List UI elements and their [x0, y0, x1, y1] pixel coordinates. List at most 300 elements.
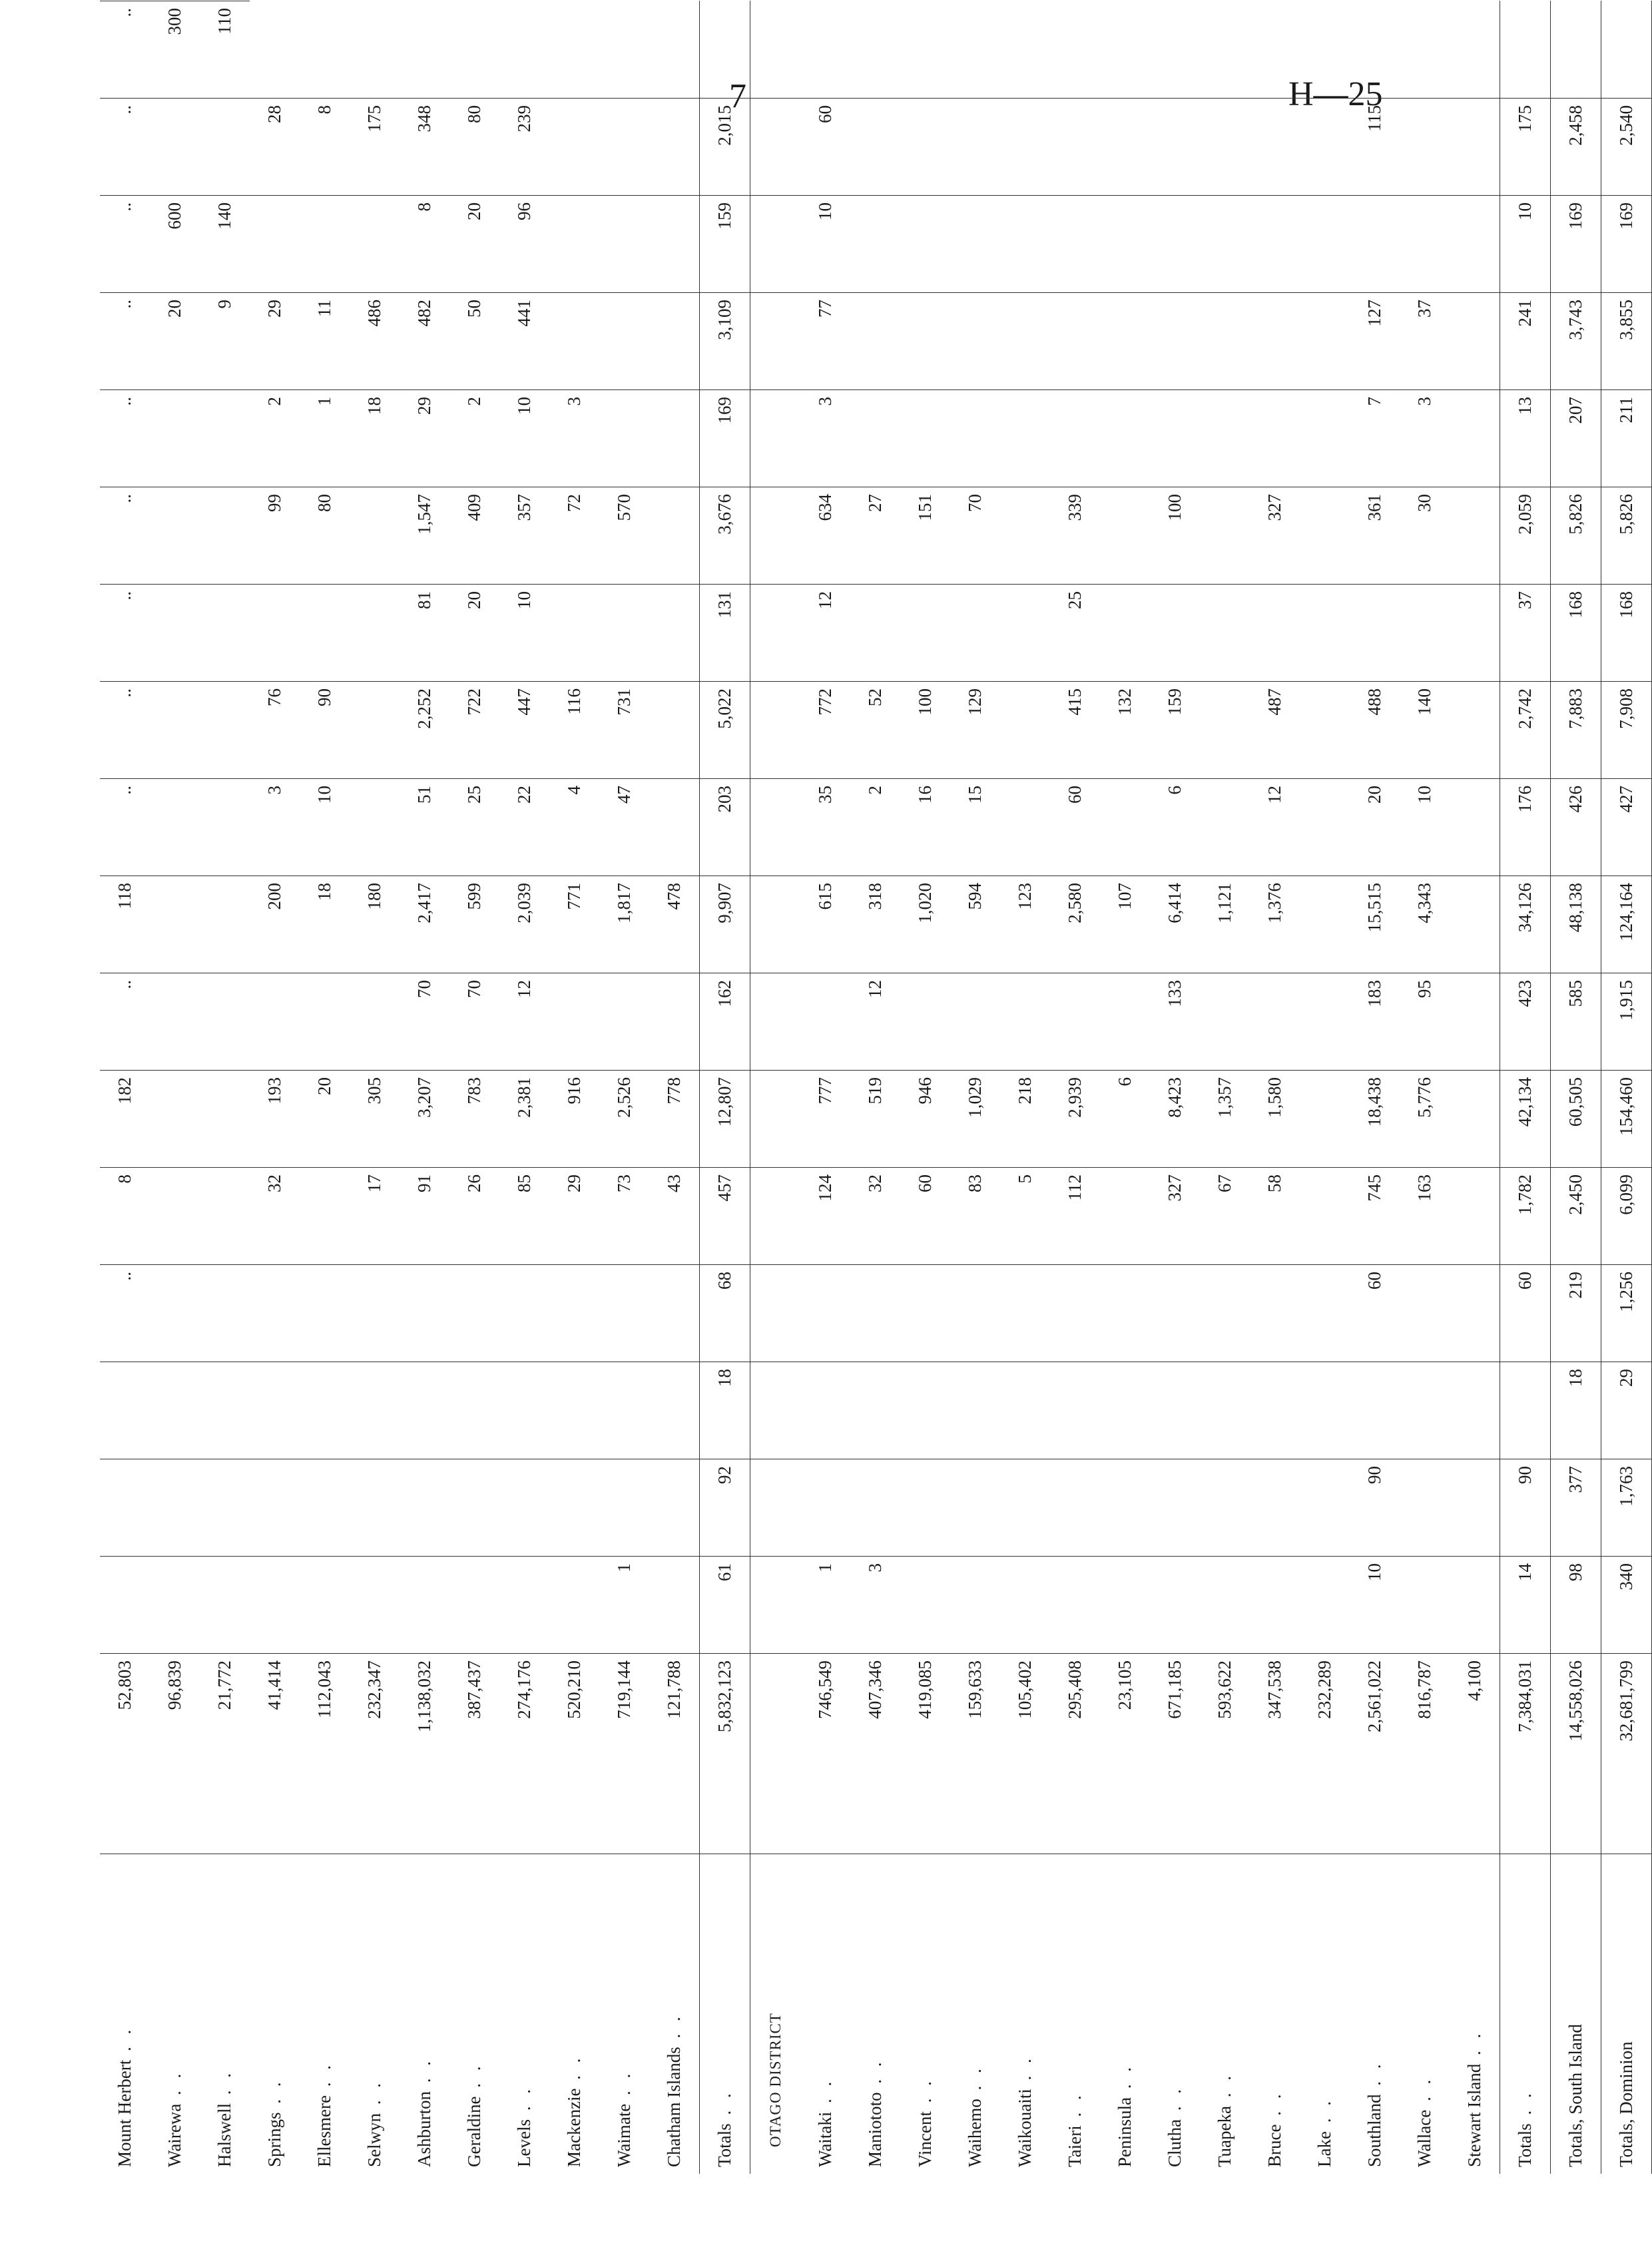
value-cell: [1250, 196, 1300, 293]
table-row: [350, 0, 400, 2174]
value-cell-total: 1,138,032: [400, 1654, 449, 1854]
value-cell: [599, 1362, 649, 1459]
value-cell: [150, 1071, 200, 1168]
table-row: [1300, 0, 1350, 2174]
value-cell: [200, 1071, 250, 1168]
value-cell: [1200, 99, 1250, 196]
value-cell: 447: [499, 682, 549, 779]
row-label: [1100, 1854, 1150, 2174]
value-cell: [850, 1459, 900, 1557]
value-cell: 409: [449, 487, 499, 585]
value-cell: [200, 0, 250, 1]
value-cell: 48,138: [1551, 876, 1601, 973]
value-cell: 783: [449, 1071, 499, 1168]
value-cell: [1050, 1557, 1100, 1654]
value-cell: 2,742: [1500, 682, 1551, 779]
value-cell: [750, 390, 801, 487]
value-cell: [150, 1557, 200, 1654]
value-cell: [1000, 1362, 1050, 1459]
row-label-text: Springs: [264, 2112, 284, 2167]
value-cell: 305: [350, 1071, 400, 1168]
value-cell: [1200, 682, 1250, 779]
value-cell: [100, 1362, 150, 1459]
value-cell: [350, 779, 400, 876]
value-cell-total: 112,043: [300, 1654, 350, 1854]
value-cell: 9,907: [700, 876, 750, 973]
table-row: [449, 0, 499, 2174]
value-cell: [200, 779, 250, 876]
value-cell: 118: [100, 876, 150, 973]
value-cell: [1300, 293, 1350, 390]
value-cell: [750, 876, 801, 973]
value-cell: [1000, 973, 1050, 1071]
value-cell: 731: [599, 682, 649, 779]
value-cell: [1150, 390, 1200, 487]
value-cell: 61: [700, 1557, 750, 1654]
value-cell: 72: [549, 487, 599, 585]
value-cell: [900, 1362, 950, 1459]
table-row: [150, 0, 200, 2174]
value-cell: [850, 390, 900, 487]
value-cell: [750, 196, 801, 293]
value-cell: [1150, 1459, 1200, 1557]
value-cell: [1000, 682, 1050, 779]
value-cell: 2: [449, 390, 499, 487]
value-cell: [599, 196, 649, 293]
value-cell: [1450, 1168, 1500, 1265]
table-row: [300, 0, 350, 2174]
value-cell: [649, 1362, 700, 1459]
value-cell: 10: [499, 585, 549, 682]
row-label-text: Wallace: [1414, 2109, 1434, 2167]
value-cell: [1050, 99, 1100, 196]
value-cell: [300, 1557, 350, 1654]
value-cell: [350, 973, 400, 1071]
value-cell: [1050, 1, 1100, 99]
value-cell: [1300, 779, 1350, 876]
value-cell: 3,855: [1601, 293, 1652, 390]
value-cell: ..: [100, 973, 150, 1071]
value-cell: [1250, 1557, 1300, 1654]
row-label: [499, 1854, 549, 2174]
value-cell: [1300, 876, 1350, 973]
value-cell: 12: [850, 973, 900, 1071]
value-cell: 133: [1150, 973, 1200, 1071]
row-label: [300, 1854, 350, 2174]
value-cell: 5: [1000, 1168, 1050, 1265]
value-cell: [250, 1362, 300, 1459]
value-cell: [1100, 1362, 1150, 1459]
table-row: [1100, 0, 1150, 2174]
row-label-text: Wairewa: [164, 2103, 184, 2167]
value-cell: 946: [900, 1071, 950, 1168]
leader-dots: . .: [214, 2069, 234, 2104]
value-cell: 2,540: [1601, 99, 1652, 196]
value-cell: 77: [800, 293, 850, 390]
value-cell: [150, 876, 200, 973]
value-cell: 29: [1601, 1362, 1652, 1459]
value-cell: [1050, 390, 1100, 487]
value-cell: [900, 1, 950, 99]
value-cell: [1200, 196, 1250, 293]
value-cell: 2,450: [1551, 1168, 1601, 1265]
value-cell: [200, 487, 250, 585]
value-cell: [1100, 196, 1150, 293]
value-cell: [1400, 585, 1450, 682]
value-cell: 1,357: [1200, 1071, 1250, 1168]
value-cell: 16: [900, 779, 950, 876]
value-cell: [1200, 1265, 1250, 1362]
value-cell: 8: [300, 99, 350, 196]
value-cell: [1450, 487, 1500, 585]
value-cell: [1450, 99, 1500, 196]
leader-dots: . .: [815, 2077, 835, 2112]
row-label-text: Vincent: [915, 2111, 935, 2167]
value-cell: 90: [1500, 1459, 1551, 1557]
value-cell: 60: [800, 99, 850, 196]
value-cell: [1200, 1459, 1250, 1557]
leader-dots: . .: [1065, 2091, 1085, 2126]
table-row: [750, 0, 801, 2174]
value-cell: 3: [800, 390, 850, 487]
value-cell: 7,883: [1551, 682, 1601, 779]
value-cell: [1450, 779, 1500, 876]
value-cell: 67: [1200, 1168, 1250, 1265]
value-cell: ..: [100, 293, 150, 390]
value-cell: 8: [100, 1168, 150, 1265]
value-cell: [499, 1265, 549, 1362]
value-cell: [250, 1, 300, 99]
value-cell: 218: [1000, 1071, 1050, 1168]
value-cell: 58: [1250, 1168, 1300, 1265]
value-cell: [1100, 1265, 1150, 1362]
value-cell: [300, 1168, 350, 1265]
value-cell: [150, 973, 200, 1071]
value-cell: [549, 99, 599, 196]
value-cell: 200: [250, 876, 300, 973]
value-cell: 168: [1601, 585, 1652, 682]
value-cell: [1200, 487, 1250, 585]
value-cell: 478: [649, 876, 700, 973]
value-cell: 361: [1350, 487, 1400, 585]
value-cell: [1350, 1362, 1400, 1459]
value-cell: [150, 779, 200, 876]
value-cell: [1300, 1168, 1350, 1265]
table-row: [850, 0, 900, 2174]
report-code: H—25: [1288, 75, 1383, 113]
value-cell: 10: [800, 196, 850, 293]
value-cell: 1,376: [1250, 876, 1300, 973]
value-cell: ..: [100, 196, 150, 293]
value-cell: [150, 99, 200, 196]
value-cell: [1450, 1, 1500, 99]
row-label-text: Geraldine: [464, 2096, 484, 2167]
table-row: [499, 0, 549, 2174]
value-cell: [1450, 876, 1500, 973]
value-cell: [549, 196, 599, 293]
value-cell: [599, 973, 649, 1071]
value-cell: 3: [250, 779, 300, 876]
value-cell: [1000, 293, 1050, 390]
value-cell: [1300, 973, 1350, 1071]
value-cell: 100: [1150, 487, 1200, 585]
value-cell: [1200, 293, 1250, 390]
value-cell: [649, 1557, 700, 1654]
value-cell: [1050, 973, 1100, 1071]
value-cell: [350, 1362, 400, 1459]
value-cell: 37: [1400, 293, 1450, 390]
value-cell: 415: [1050, 682, 1100, 779]
value-cell: [950, 585, 1000, 682]
value-cell: [1000, 1265, 1050, 1362]
value-cell: [350, 1557, 400, 1654]
table-row: [1500, 0, 1551, 2174]
value-cell: [649, 779, 700, 876]
value-cell: [800, 1459, 850, 1557]
value-cell: 107: [1100, 876, 1150, 973]
value-cell: 60: [1350, 1265, 1400, 1362]
value-cell-total: 719,144: [599, 1654, 649, 1854]
value-cell: [1250, 1, 1300, 99]
row-label: [200, 1854, 250, 2174]
value-cell: [1200, 1, 1250, 99]
value-cell: [1450, 293, 1500, 390]
value-cell: ..: [100, 390, 150, 487]
leader-dots: . .: [1115, 2063, 1135, 2097]
value-cell: 70: [449, 973, 499, 1071]
value-cell: 163: [1400, 1168, 1450, 1265]
leader-dots: . .: [1264, 2090, 1284, 2125]
value-cell: [1200, 1362, 1250, 1459]
table-row: [1200, 0, 1250, 2174]
leader-dots: . .: [364, 2079, 384, 2113]
value-cell: [400, 1362, 449, 1459]
value-cell: 42,134: [1500, 1071, 1551, 1168]
row-label: [250, 1854, 300, 2174]
value-cell: [900, 196, 950, 293]
leader-dots: . .: [865, 2058, 885, 2093]
leader-dots: . .: [1165, 2085, 1185, 2119]
value-cell: [549, 1362, 599, 1459]
value-cell: [850, 1362, 900, 1459]
leader-dots: . .: [1314, 2097, 1334, 2132]
value-cell: [649, 196, 700, 293]
value-cell: 83: [950, 1168, 1000, 1265]
value-cell-total: 347,538: [1250, 1654, 1300, 1854]
value-cell: 10: [1400, 779, 1450, 876]
value-cell: [1000, 585, 1050, 682]
value-cell: [1200, 585, 1250, 682]
value-cell: [100, 1557, 150, 1654]
value-cell: 1,580: [1250, 1071, 1300, 1168]
value-cell: 52: [850, 682, 900, 779]
value-cell: 123: [1000, 876, 1050, 973]
value-cell: 70: [400, 973, 449, 1071]
row-label-text: Lake: [1314, 2131, 1334, 2167]
value-cell: 3,743: [1551, 293, 1601, 390]
value-cell: 98: [1551, 1557, 1601, 1654]
value-cell: [1300, 585, 1350, 682]
value-cell: 3: [549, 390, 599, 487]
value-cell: [150, 487, 200, 585]
value-cell-total: 671,185: [1150, 1654, 1200, 1854]
value-cell: 81: [400, 585, 449, 682]
row-label-text: Waimate: [614, 2103, 634, 2167]
value-cell: 423: [1500, 973, 1551, 1071]
value-cell: 47: [599, 779, 649, 876]
value-cell: [100, 0, 150, 1]
value-cell: [1000, 196, 1050, 293]
table-row: [649, 0, 700, 2174]
value-cell: [649, 973, 700, 1071]
value-cell: 18,438: [1350, 1071, 1400, 1168]
row-label-text: OTAGO DISTRICT: [766, 2013, 784, 2147]
value-cell: 112: [1050, 1168, 1100, 1265]
value-cell-total: 5,832,123: [700, 1654, 750, 1854]
value-cell: ..: [100, 682, 150, 779]
value-cell: 5,776: [1400, 1071, 1450, 1168]
value-cell: [1050, 293, 1100, 390]
value-cell: [1300, 1362, 1350, 1459]
value-cell: [1300, 390, 1350, 487]
value-cell: 124: [800, 1168, 850, 1265]
value-cell: [1050, 1265, 1100, 1362]
value-cell: 159: [700, 196, 750, 293]
value-cell: [1250, 1265, 1300, 1362]
value-cell: [1400, 196, 1450, 293]
value-cell: [1000, 487, 1050, 585]
value-cell: [900, 973, 950, 1071]
value-cell: [350, 1459, 400, 1557]
leader-dots: . .: [915, 2077, 935, 2112]
value-cell: 1,121: [1200, 876, 1250, 973]
leader-dots: . .: [614, 2069, 634, 2104]
value-cell: [1050, 1362, 1100, 1459]
value-cell-total: 232,289: [1300, 1654, 1350, 1854]
value-cell: 20: [300, 1071, 350, 1168]
row-label-text: Maniototo: [865, 2092, 885, 2167]
value-cell: 115: [1350, 99, 1400, 196]
table-row: [1450, 0, 1500, 2174]
value-cell: [1350, 585, 1400, 682]
value-cell: 99: [250, 487, 300, 585]
row-label: [150, 1854, 200, 2174]
value-cell: 95: [1400, 973, 1450, 1071]
leader-dots: . .: [164, 2069, 184, 2104]
value-cell: [1000, 99, 1050, 196]
value-cell: [300, 1, 350, 99]
value-cell: 10: [1500, 196, 1551, 293]
table-body: [100, 0, 1652, 2174]
value-cell: 175: [350, 99, 400, 196]
row-label: [400, 1854, 449, 2174]
value-cell: 1,256: [1601, 1265, 1652, 1362]
value-cell: 487: [1250, 682, 1300, 779]
value-cell: [1250, 390, 1300, 487]
value-cell: 1,547: [400, 487, 449, 585]
value-cell: [1100, 390, 1150, 487]
value-cell: [850, 293, 900, 390]
value-cell: [1300, 1071, 1350, 1168]
value-cell: 2,059: [1500, 487, 1551, 585]
value-cell: [350, 1265, 400, 1362]
value-cell: [900, 1459, 950, 1557]
value-cell-total: 274,176: [499, 1654, 549, 1854]
value-cell: [150, 390, 200, 487]
row-label-text: Levels: [514, 2119, 534, 2167]
value-cell: [200, 585, 250, 682]
row-label: [1050, 1854, 1100, 2174]
value-cell: [750, 1265, 801, 1362]
value-cell: 92: [700, 1459, 750, 1557]
value-cell: [950, 1362, 1000, 1459]
value-cell: 30: [1400, 487, 1450, 585]
value-cell: [1300, 99, 1350, 196]
value-cell: [950, 196, 1000, 293]
value-cell-total: 232,347: [350, 1654, 400, 1854]
value-cell: 180: [350, 876, 400, 973]
value-cell: 10: [499, 390, 549, 487]
value-cell: [150, 1168, 200, 1265]
value-cell: [1100, 99, 1150, 196]
value-cell: [700, 1, 750, 99]
value-cell: 15,515: [1350, 876, 1400, 973]
leader-dots: . .: [1215, 2072, 1235, 2106]
row-label-text: Waihemo: [965, 2099, 985, 2167]
value-cell: [1100, 779, 1150, 876]
row-label: [1200, 1854, 1250, 2174]
value-cell: [950, 1265, 1000, 1362]
value-cell: 18: [350, 390, 400, 487]
value-cell: 615: [800, 876, 850, 973]
value-cell: [1250, 1362, 1300, 1459]
value-cell: 1: [800, 1557, 850, 1654]
value-cell: [599, 293, 649, 390]
value-cell: [350, 487, 400, 585]
value-cell: [1400, 99, 1450, 196]
value-cell: [1150, 1265, 1200, 1362]
value-cell: [200, 390, 250, 487]
row-label-text: Totals, Dominion: [1616, 2041, 1636, 2167]
value-cell: [1100, 1459, 1150, 1557]
table-row: [1601, 0, 1652, 2174]
value-cell: [750, 1557, 801, 1654]
value-cell: 207: [1551, 390, 1601, 487]
value-cell: ..: [100, 585, 150, 682]
leader-dots: . .: [264, 2078, 284, 2113]
value-cell: 327: [1250, 487, 1300, 585]
value-cell: 182: [100, 1071, 150, 1168]
value-cell: [1450, 1557, 1500, 1654]
row-label-text: Selwyn: [364, 2113, 384, 2167]
row-label-text: Ellesmere: [314, 2095, 334, 2167]
value-cell: [750, 682, 801, 779]
row-label: [100, 1854, 150, 2174]
value-cell: [649, 585, 700, 682]
row-label-text: Ashburton: [414, 2091, 434, 2167]
value-cell: [300, 1362, 350, 1459]
value-cell: 318: [850, 876, 900, 973]
value-cell: [200, 1265, 250, 1362]
value-cell: [1200, 390, 1250, 487]
value-cell: [1100, 1168, 1150, 1265]
table-row: [599, 0, 649, 2174]
value-cell: [1350, 1, 1400, 99]
value-cell: [1551, 1, 1601, 99]
value-cell: [200, 1557, 250, 1654]
value-cell: 441: [499, 293, 549, 390]
value-cell: [100, 1459, 150, 1557]
